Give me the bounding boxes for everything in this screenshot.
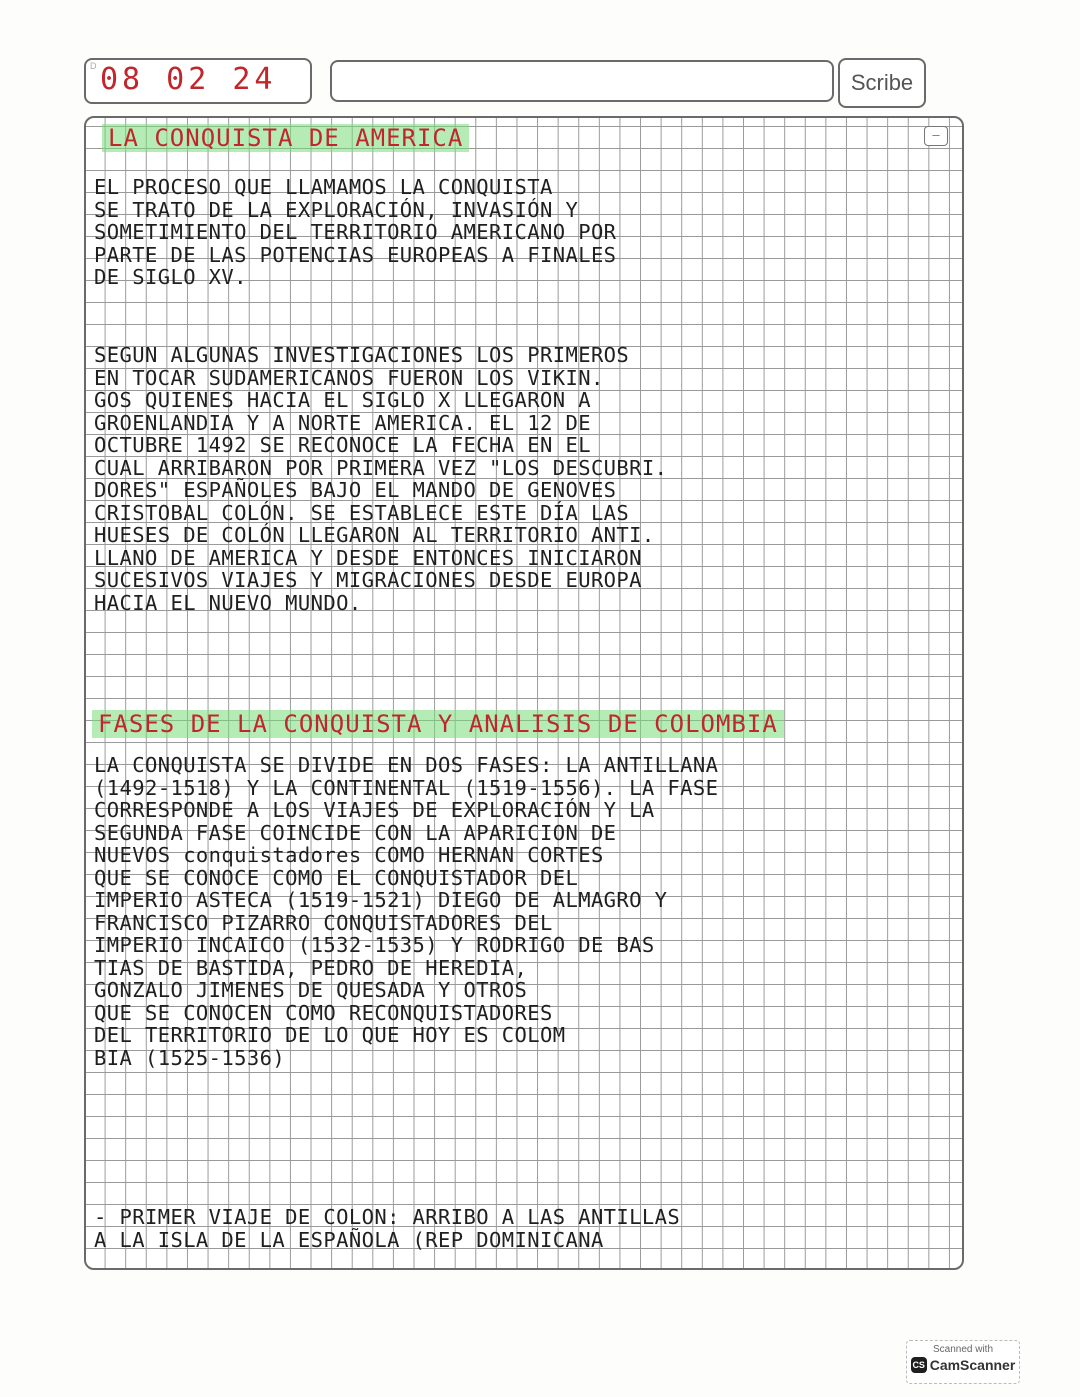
scanner-brand-text: CamScanner [929, 1357, 1016, 1373]
scribe-label: Scribe [850, 70, 914, 95]
grid-paper [84, 116, 964, 1270]
main-heading: LA CONQUISTA DE AMERICA [102, 124, 469, 152]
camscanner-watermark [906, 1340, 1020, 1384]
scanner-top-text: Scanned with [932, 1344, 994, 1355]
scribe-logo [838, 58, 926, 108]
paragraph-phases: LA CONQUISTA SE DIVIDE EN DOS FASES: LA ANTILLANA (1492-1518) Y LA CONTINENTAL (1519-1556). LA FASE CORRESPONDE A LOS VIAJES DE EXPLORACIÓN Y LA SEGUNDA FASE COINCIDE CON LA APARICION DE NUEVOS conquistadores COMO HERNAN CORTES QUE SE CONOCE COMO EL CONQUISTADOR DEL IMPERIO ASTECA (1519-1521) DIEGO DE ALMAGRO Y FRANCISCO PIZARRO CONQUISTADORES DEL IMPERIO INCAICO (1532-1535) Y RODRIGO DE BAS TIAS DE BASTIDA, PEDRO DE HEREDIA, GONZALO JIMENES DE QUESADA Y OTROS QUE SE CONOCEN COMO RECONQUISTADORES DEL TERRITORIO DE LO QUE HOY ES COLOM BIA (1525-1536) [94, 753, 719, 1070]
corner-mark-icon: – [924, 126, 948, 146]
scanner-brand [907, 1357, 1019, 1373]
date-text: 08 02 24 [100, 62, 277, 97]
date-hint: D [90, 61, 97, 71]
phases-heading: FASES DE LA CONQUISTA Y ANALISIS DE COLOMBIA [92, 710, 784, 738]
paragraph-vikings-colon: SEGUN ALGUNAS INVESTIGACIONES LOS PRIMEROS EN TOCAR SUDAMERICANOS FUERON LOS VIKIN. GOS QUIENES HACIA EL SIGLO X LLEGARON A GROENLANDIA Y A NORTE AMERICA. EL 12 DE OCTUBRE 1492 SE RECONOCE LA FECHA EN EL CUAL ARRIBARON POR PRIMERA VEZ "LOS DESCUBRI. DORES" ESPAÑOLES BAJO EL MANDO DE GENOVES CRISTOBAL COLÓN. SE ESTABLECE ESTE DÍA LAS HUESES DE COLÓN LLEGARON AL TERRITORIO ANTI. LLANO DE AMERICA Y DESDE ENTONCES INICIARON SUCESIVOS VIAJES Y MIGRACIONES DESDE EUROPA HACIA EL NUEVO MUNDO. [94, 343, 668, 615]
paragraph-first-voyage: - PRIMER VIAJE DE COLON: ARRIBO A LAS ANTILLAS A LA ISLA DE LA ESPAÑOLA (REP DOMINICANA [94, 1205, 681, 1252]
title-field [330, 60, 834, 102]
date-box [84, 58, 312, 104]
camscanner-icon: CS [911, 1357, 927, 1373]
paragraph-intro: EL PROCESO QUE LLAMAMOS LA CONQUISTA SE TRATO DE LA EXPLORACIÓN, INVASIÓN Y SOMETIMIENTO DEL TERRITORIO AMERICANO POR PARTE DE LAS POTENCIAS EUROPEAS A FINALES DE SIGLO XV. [94, 175, 617, 289]
